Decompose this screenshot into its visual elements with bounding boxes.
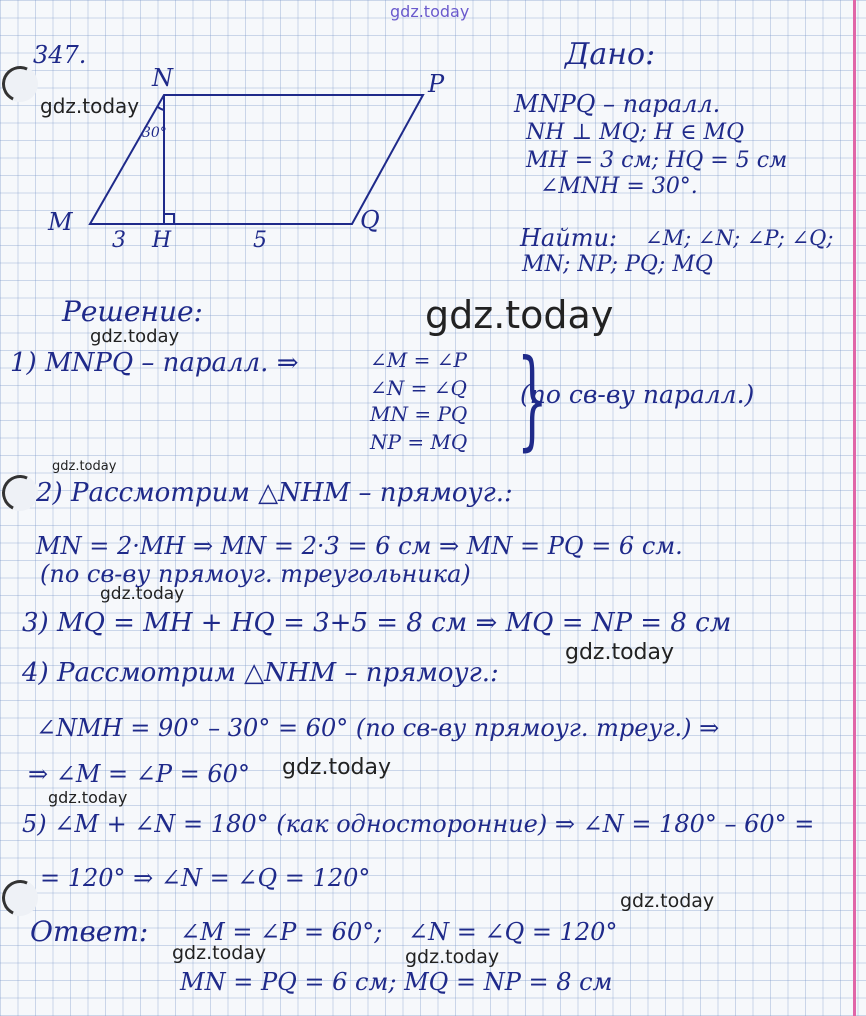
step3: 3) MQ = MH + HQ = 3+5 = 8 см ⇒ MQ = NP = 8 см [22, 608, 732, 638]
watermark: gdz.today [620, 890, 715, 912]
step2-line1: MN = 2·MH ⇒ MN = 2·3 = 6 см ⇒ MN = PQ = 6 см. [36, 532, 683, 560]
answer-title: Ответ: [30, 915, 149, 948]
vertex-n-label: N [152, 64, 173, 92]
step2-title: 2) Рассмотрим △NHM – прямоуг.: [36, 478, 513, 508]
solution-title: Решение: [62, 295, 203, 328]
watermark: gdz.today [90, 326, 180, 347]
find-line: ∠M; ∠N; ∠P; ∠Q; [645, 226, 834, 250]
answer-angles-mp: ∠M = ∠P = 60°; [180, 918, 383, 946]
answer-sides: MN = PQ = 6 см; MQ = NP = 8 см [180, 968, 613, 996]
given-line: ∠MNH = 30°. [540, 174, 698, 199]
watermark-large: gdz.today [425, 293, 614, 337]
find-title: Найти: [520, 224, 617, 252]
watermark-top: gdz.today [390, 2, 470, 21]
step1-eq: ∠M = ∠P [370, 348, 467, 372]
vertex-p-label: P [428, 70, 445, 98]
step2-line2: (по св-ву прямоуг. треугольника) [40, 560, 471, 588]
answer-angles-nq: ∠N = ∠Q = 120° [408, 918, 618, 946]
step5-line2: = 120° ⇒ ∠N = ∠Q = 120° [40, 864, 371, 892]
step1-note: (по св-ву паралл.) [520, 380, 755, 409]
step1-eq: NP = MQ [370, 430, 468, 454]
step1-left: 1) MNPQ – паралл. ⇒ [10, 348, 299, 378]
step4-title: 4) Рассмотрим △NHM – прямоуг.: [22, 658, 499, 688]
step1-eq: ∠N = ∠Q [370, 376, 467, 400]
foot-h-label: H [152, 228, 172, 253]
parallelogram-outline [90, 95, 423, 224]
vertex-m-label: M [48, 208, 73, 236]
given-title: Дано: [565, 37, 656, 72]
watermark: gdz.today [282, 755, 392, 780]
watermark: gdz.today [52, 459, 117, 474]
watermark: gdz.today [48, 788, 128, 807]
right-angle-mark [164, 214, 174, 224]
step1-eq: MN = PQ [370, 402, 468, 426]
step4-line1: ∠NMH = 90° – 30° = 60° (по св-ву прямоуг. треуг.) ⇒ [36, 714, 720, 742]
problem-number: 347. [33, 41, 87, 69]
given-line: NH ⊥ MQ; H ∈ MQ [526, 120, 745, 145]
given-line: MNPQ – паралл. [514, 90, 721, 118]
watermark: gdz.today [100, 584, 185, 604]
watermark: gdz.today [565, 640, 675, 665]
step4-line2: ⇒ ∠M = ∠P = 60° [28, 760, 250, 788]
curly-brace: } [516, 337, 548, 462]
vertex-q-label: Q [360, 206, 380, 234]
watermark: gdz.today [405, 946, 500, 968]
segment-hq-label: 5 [253, 228, 267, 253]
watermark: gdz.today [40, 94, 140, 118]
step5-line1: 5) ∠M + ∠N = 180° (как односторонние) ⇒ ∠N = 180° – 60° = [22, 810, 815, 838]
given-line: MH = 3 см; HQ = 5 см [526, 148, 788, 173]
find-line: MN; NP; PQ; MQ [522, 252, 713, 277]
watermark: gdz.today [172, 942, 267, 964]
angle-label: 30° [142, 125, 167, 141]
segment-mh-label: 3 [112, 228, 126, 253]
